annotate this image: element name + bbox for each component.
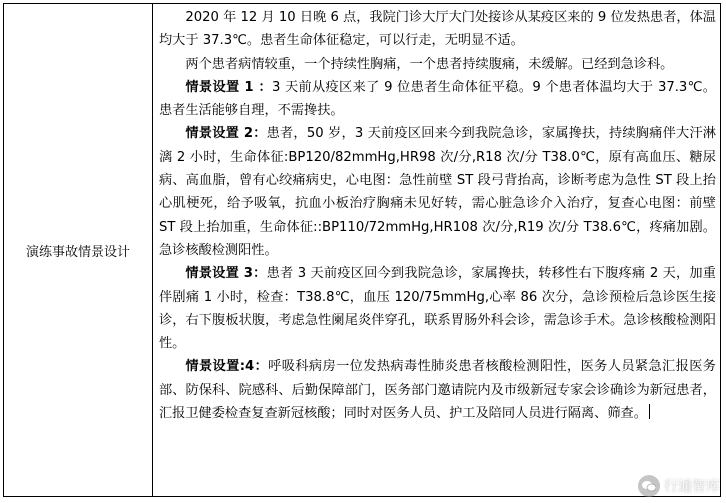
scenario-3-text: 患者 3 天前疫区回今到我院急诊，家属搀扶，转移性右下腹疼痛 2 天，加重伴剧痛 1 小时，检查：T38.8℃，血压 120/75mmHg,心率 86 次分，急诊预检后急诊医生接诊，右下腹板状腹，考虑急性阑尾炎伴穿孔，联系胃肠外科会诊，需急诊手术。急诊核酸检测阳性。	[159, 266, 716, 352]
scenario-3-paragraph	[159, 262, 716, 355]
wechat-icon	[638, 475, 660, 497]
intro-paragraph-2: 两个患者病情较重，一个持续性胸痛，一个患者持续腹痛，未缓解。已经到急诊科。	[185, 56, 674, 72]
row-label-cell	[4, 4, 153, 496]
scenario-4-title: 情景设置:4：	[185, 359, 269, 375]
scenario-1-text: 3 天前从疫区来了 9 位患者生命体征平稳。9 个患者体温均大于 37.3℃。患者生活能够自理，不需搀扶。	[159, 79, 716, 119]
scenario-2-title: 情景设置 2：	[185, 126, 267, 142]
scenario-1-paragraph	[159, 76, 716, 123]
scenario-4-text: 呼吸科病房一位发热病毒性肺炎患者核酸检测阳性，医务人员紧急汇报医务部、防保科、院感科、后勤保障部门，医务部门邀请院内及市级新冠专家会诊确诊为新冠患者，汇报卫健委检查复查新冠核酸；同时对医务人员、护工及陪同人员进行隔离、筛查。	[159, 359, 716, 422]
scenario-2-text: 患者，50 岁，3 天前疫区回来今到我院急诊，家属搀扶，持续胸痛伴大汗淋漓 2 小时，生命体征:BP120/82mmHg,HR98 次/分,R18 次/分 T38.0℃，原有高血压、糖尿病、高血脂，曾有心绞痛病史，心电图：急性前壁 ST 段弓背抬高，诊断考虑为急性 ST 段上抬心肌梗死，给予吸氧，抗血小板治疗胸痛未见好转，需心脏急诊介入治疗，复查心电图：前壁 ST 段上抬加重，生命体征::BP110/72mmHg,HR108 次/分,R19 次/分 T38.6℃，疼痛加剧。急诊核酸检测阳性。	[159, 126, 716, 258]
intro-paragraph-1: 2020 年 12 月 10 日晚 6 点，我院门诊大厅大门处接诊从某疫区来的 9 位发热患者，体温均大于 37.3℃。患者生命体征稳定，可以行走，无明显不适。	[159, 10, 716, 49]
row-label: 演练事故情景设计	[25, 244, 130, 260]
scenario-4-paragraph	[159, 355, 716, 425]
scenario-table	[3, 3, 721, 497]
scenario-2-paragraph	[159, 122, 716, 262]
watermark-text: 行通智库	[664, 479, 720, 495]
scenario-3-title: 情景设置 3：	[185, 266, 267, 282]
scenario-1-title: 情景设置 1 ：	[185, 79, 273, 95]
scenario-content-cell	[153, 4, 720, 496]
text-cursor	[649, 404, 650, 419]
watermark	[638, 475, 720, 497]
